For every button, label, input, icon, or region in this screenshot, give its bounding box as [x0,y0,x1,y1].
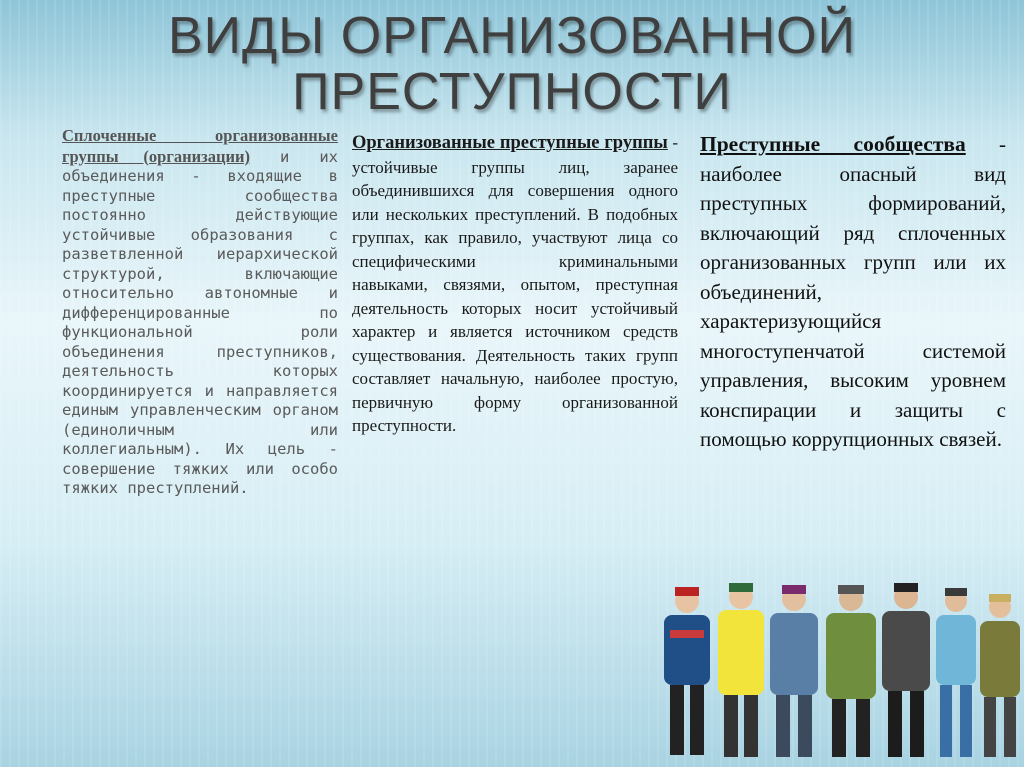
person-figure [664,587,710,755]
heading-dash: - [667,133,678,152]
slide-title [0,8,1024,120]
column-heading: Сплоченные организованные группы (организации) [62,126,338,166]
column-heading: Преступные сообщества [700,132,966,156]
column-text: наиболее опасный вид преступных формирований, включающий ряд сплоченных организованных групп или их объединений, характеризующийся многоступенчатой системой управления, высоким уровнем конспирации и защиты с помощью коррупционных связей. [700,161,1006,451]
person-figure [826,585,876,757]
person-figure [718,583,764,757]
column-cohesive-groups [62,126,338,499]
column-text: и их объединения - входящие в преступные сообщества постоянно действующие устойчивые образования с разветвленной иерархической структурой, включающие относительно автономные и дифференцированные по функциональной роли объединения преступников, деятельность которых координируется и направляется единым управленческим органом (единоличным или коллегиальным). Их цель - совершение тяжких или особо тяжких преступлений. [62,147,339,497]
column-organized-groups [352,131,678,438]
title-line-1: ВИДЫ ОРГАНИЗОВАННОЙ [167,7,857,65]
group-of-people-image [652,575,1024,767]
person-figure [980,594,1020,757]
heading-dash: - [965,132,1006,156]
title-line-2: ПРЕСТУПНОСТИ [292,63,732,121]
column-criminal-communities [700,130,1006,455]
column-heading: Организованные преступные группы [352,133,668,153]
person-figure [770,585,818,757]
person-figure [936,588,976,757]
person-figure [882,583,930,757]
column-text: устойчивые группы лиц, заранее объединившихся для совершения одного или нескольких преступлений. В подобных группах, как правило, участвуют лица со специфическими криминальными навыками, связями, опытом, преступная деятельность которых носит устойчивый характер и является источником средств существования. Деятельность таких групп составляет начальную, наиболее простую, первичную форму организованной преступности. [352,157,678,435]
